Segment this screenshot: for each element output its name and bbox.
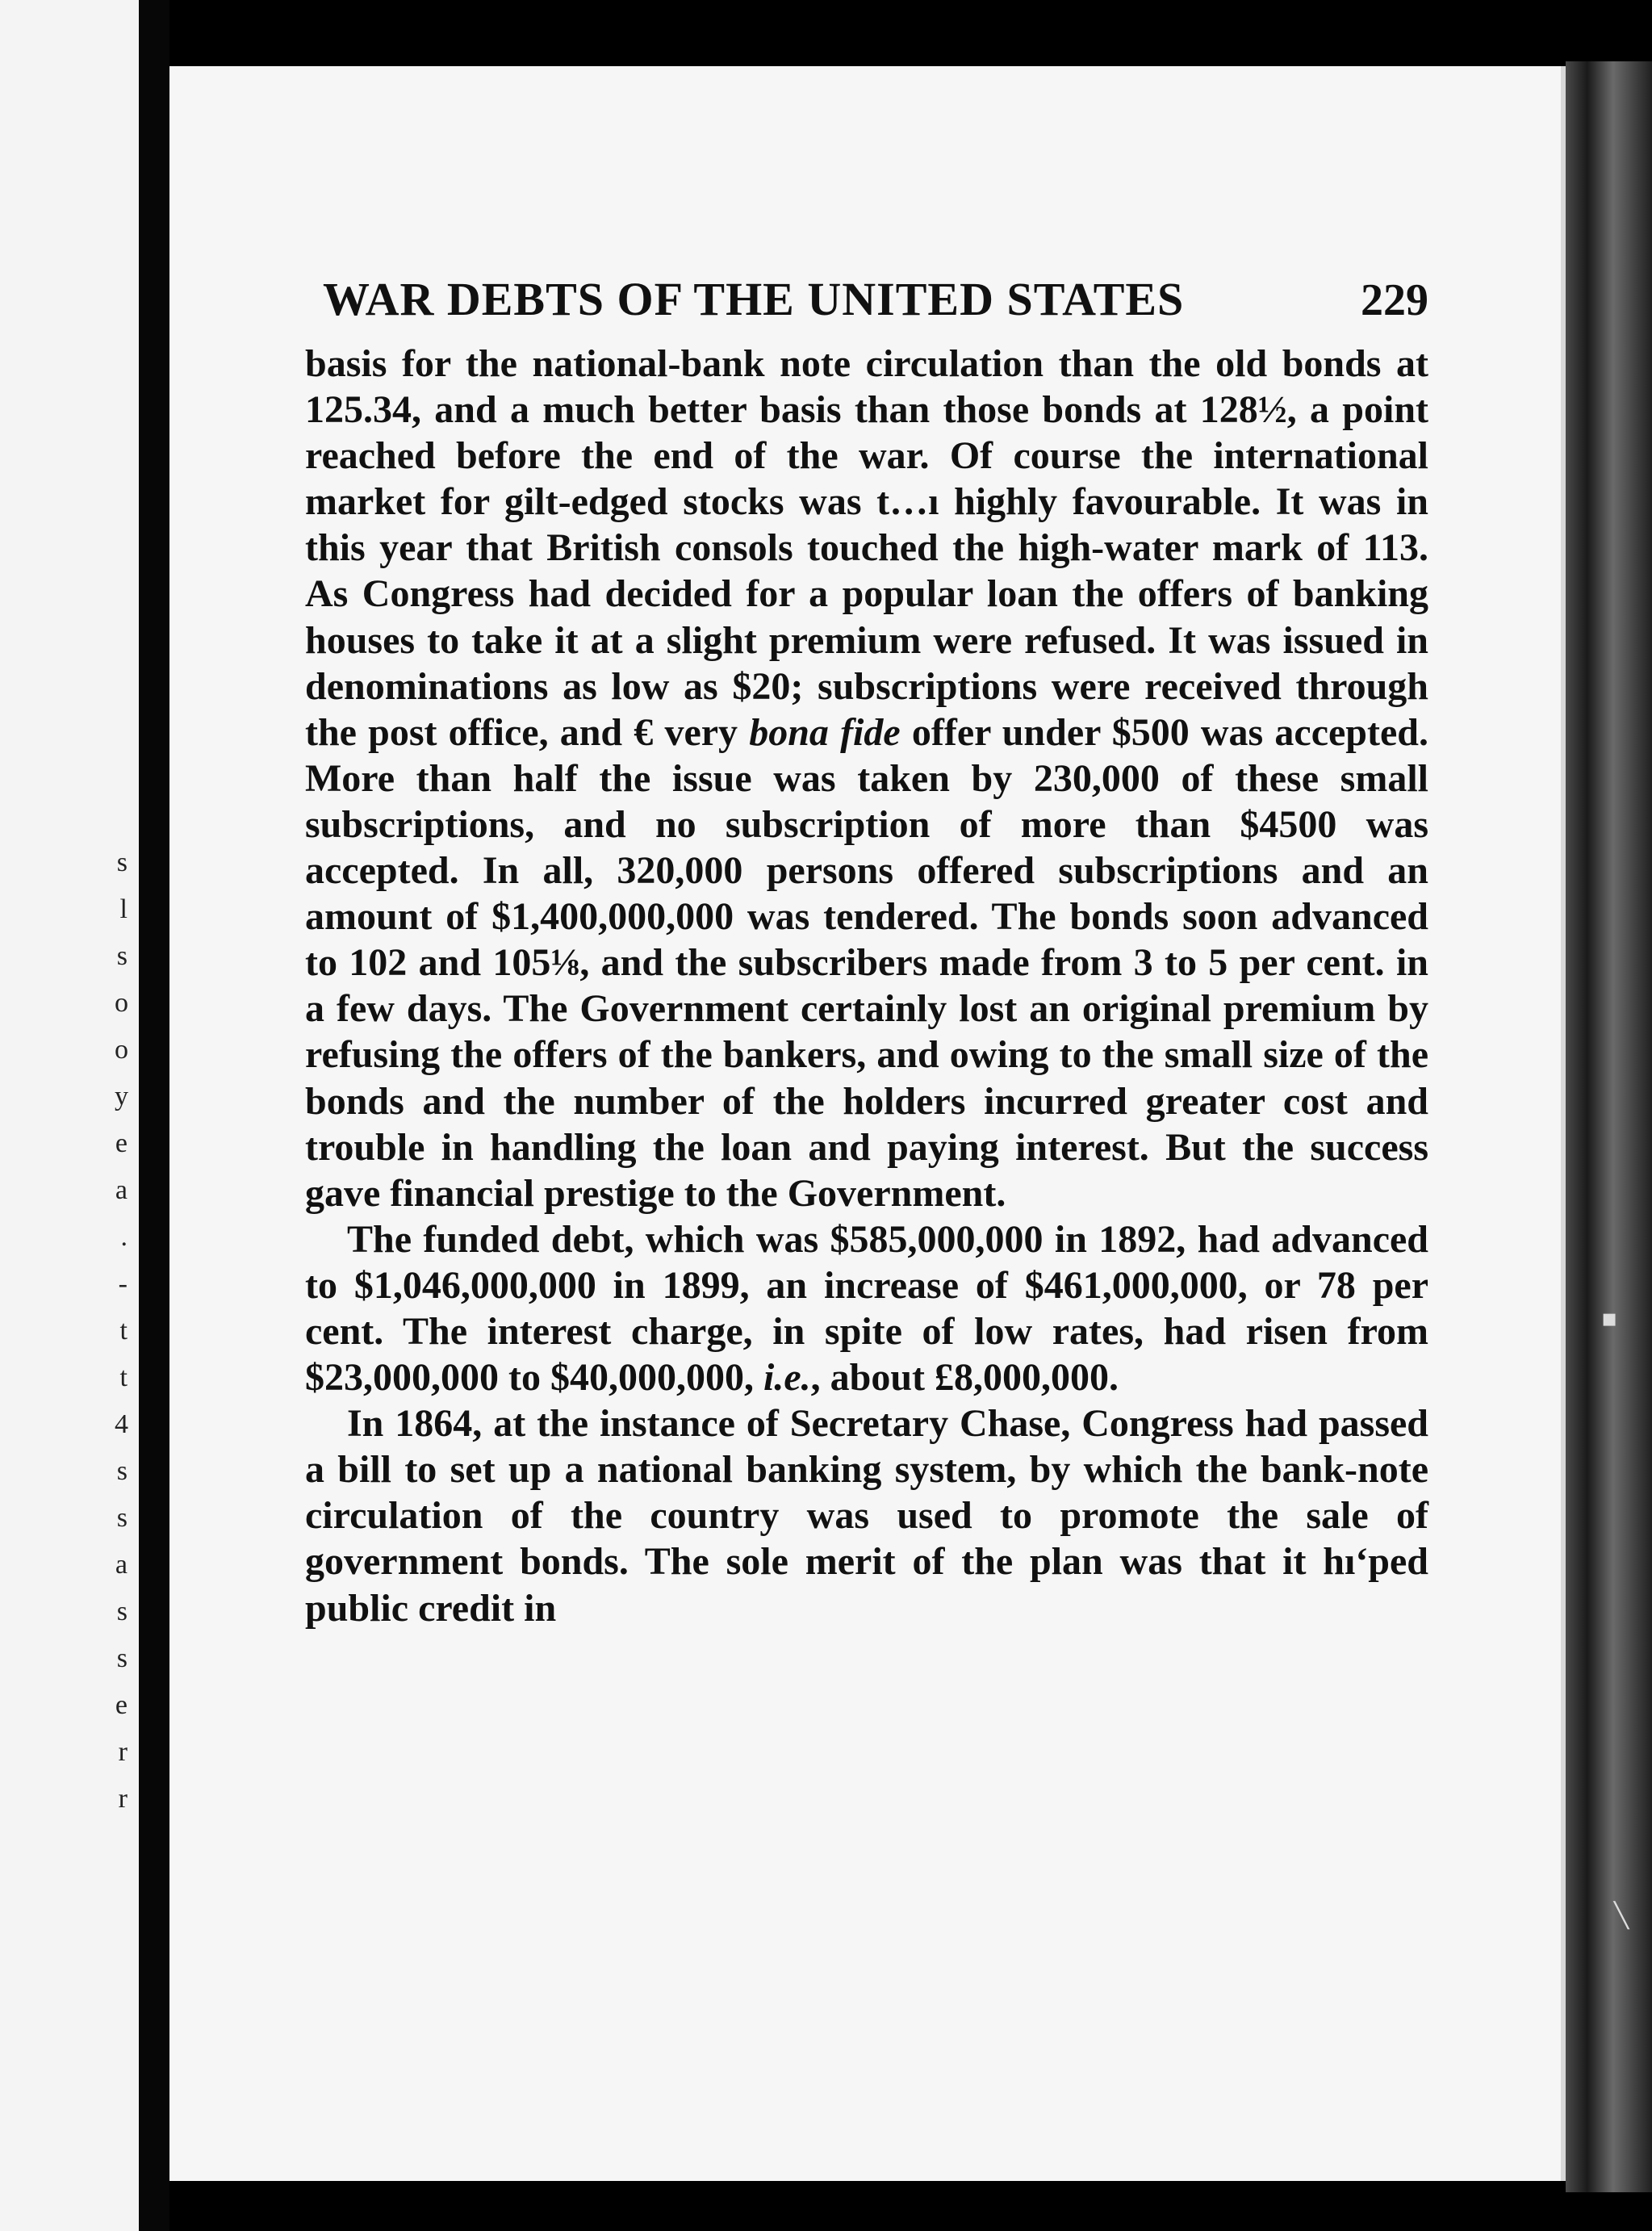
page-text-block	[305, 272, 1428, 1631]
facing-page-char: t	[119, 1362, 128, 1392]
facing-page-char: s	[116, 1597, 128, 1626]
paragraph-1: basis for the national-bank note circulation than the old bonds at 125.34, and a much better basis than those bonds at 128½, a point reached before the end of the war. Of course the international market for gilt-edged stocks was t…ı highly favourable. It was in this year that British consols touched the high-water mark of 113. As Congress had decided for a popular loan the offers of banking houses to take it at a slight premium were refused. It was issued in denominations as low as $20; subscriptions were received through the post office, and € very bona fide offer under $500 was accepted. More than half the issue was taken by 230,000 of these small subscriptions, and no subscription of more than $4500 was accepted. In all, 320,000 persons offered subscriptions and an amount of $1,400,000,000 was tendered. The bonds soon advanced to 102 and 105⅛, and the subscribers made from 3 to 5 per cent. in a few days. The Government certainly lost an original premium by refusing the offers of the bankers, and owing to the small size of the bonds and the number of the holders incurred greater cost and trouble in handling the loan and paying interest. But the success gave financial prestige to the Government.	[305, 342, 1428, 1215]
facing-page-char: y	[115, 1082, 128, 1111]
facing-page-char: s	[116, 941, 128, 971]
facing-page-char: o	[115, 1035, 128, 1065]
facing-page-char: s	[116, 1643, 128, 1673]
facing-page-char: o	[115, 988, 128, 1018]
running-head	[305, 272, 1428, 326]
book-gutter	[139, 0, 169, 2231]
facing-page-char: r	[118, 1737, 128, 1767]
facing-page-char: l	[119, 894, 128, 924]
edge-speck: ╲	[1614, 1902, 1629, 1930]
facing-page-char: 4	[115, 1409, 128, 1439]
facing-page-edge	[0, 0, 139, 2231]
facing-page-char: .	[120, 1222, 128, 1252]
facing-page-char: -	[118, 1269, 128, 1299]
facing-page-char: s	[116, 1503, 128, 1533]
page-number: 229	[1361, 275, 1428, 325]
paragraph-3: In 1864, at the instance of Secretary Chase, Congress had passed a bill to set up a national banking system, by which the bank-note circulation of the country was used to promote the sale of government bonds. The sole merit of the plan was that it hıʻped public credit in	[305, 1402, 1428, 1630]
edge-speck: ▪	[1601, 1304, 1618, 1333]
facing-page-char: s	[116, 848, 128, 877]
facing-page-char: e	[115, 1128, 128, 1158]
page-stack-edge	[1566, 61, 1652, 2192]
facing-page-char: a	[115, 1550, 128, 1580]
book-page	[169, 66, 1566, 2181]
facing-page-char: e	[115, 1690, 128, 1720]
facing-page-char: r	[118, 1784, 128, 1814]
facing-page-line-ends	[115, 839, 128, 1823]
paragraph-2: The funded debt, which was $585,000,000 in 1892, had advanced to $1,046,000,000 in 1899, an increase of $461,000,000, or 78 per cent. The interest charge, in spite of low rates, had risen from $23,000,000 to $40,000,000, i.e., about £8,000,000.	[305, 1217, 1428, 1400]
facing-page-char: s	[116, 1456, 128, 1486]
facing-page-char: a	[115, 1175, 128, 1205]
facing-page-char: t	[119, 1316, 128, 1346]
running-head-title: WAR DEBTS OF THE UNITED STATES	[323, 273, 1185, 325]
